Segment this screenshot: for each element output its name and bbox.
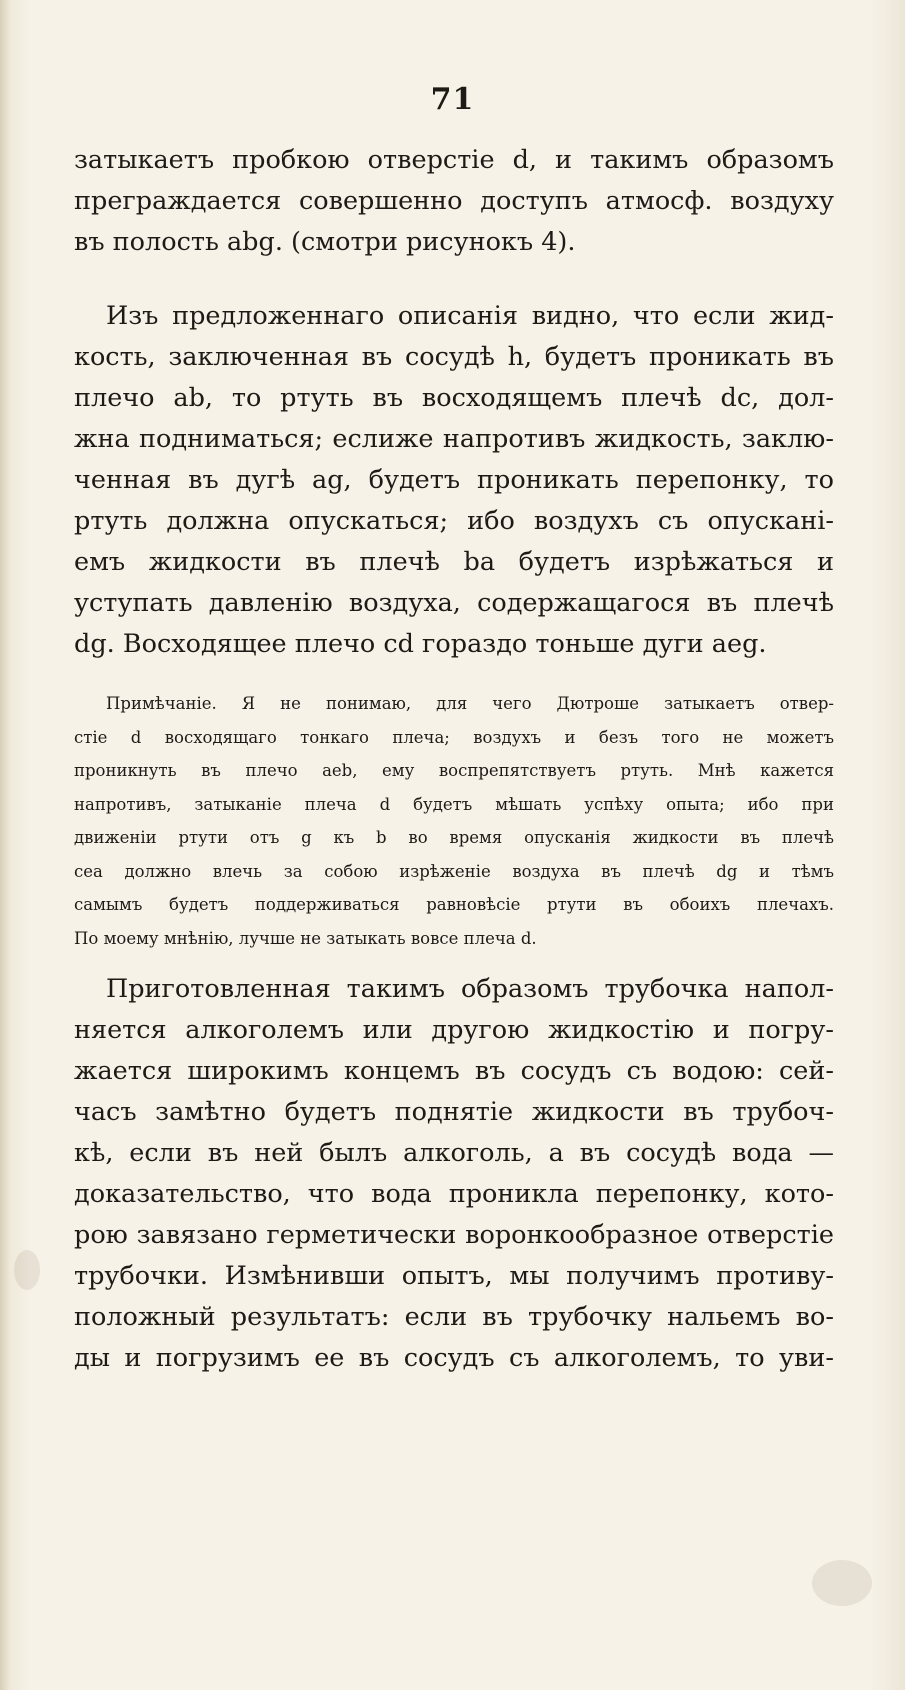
note-line: движеніи ртути отъ g къ b во время опусканія жидкости въ плечѣ (74, 828, 834, 847)
text-line: няется алкоголемъ или другою жидкостію и погру- (74, 1015, 834, 1045)
text-line: кѣ, если въ ней былъ алкоголь, а въ сосудѣ вода — (74, 1138, 834, 1168)
paragraph-1 (74, 140, 834, 263)
text-line: жна подниматься; еслиже напротивъ жидкость, заклю- (74, 424, 834, 454)
note-line: По моему мнѣнію, лучше не затыкать вовсе плеча d. (74, 928, 537, 948)
paragraph-2 (74, 296, 834, 665)
text-line: ченная въ дугѣ ag, будетъ проникать перепонку, то (74, 465, 834, 495)
text-line: емъ жидкости въ плечѣ ba будетъ изрѣжаться и (74, 547, 834, 577)
text-line: трубочки. Измѣнивши опытъ, мы получимъ противу- (74, 1261, 834, 1291)
text-line: положный результатъ: если въ трубочку нальемъ во- (74, 1302, 834, 1332)
text-line: преграждается совершенно доступъ атмосф. воздуху (74, 186, 834, 216)
page-number: 71 (430, 82, 475, 117)
footnote-remark (74, 687, 834, 955)
text-line: часъ замѣтно будетъ поднятіе жидкости въ трубоч- (74, 1097, 834, 1127)
text-line: жается широкимъ концемъ въ сосудъ съ водою: сей- (74, 1056, 834, 1086)
text-line: dg. Восходящее плечо cd гораздо тоньше дуги aeg. (74, 629, 767, 659)
paragraph-3 (74, 969, 834, 1379)
text-line: затыкаетъ пробкою отверстіе d, и такимъ образомъ (74, 145, 834, 175)
note-line: самымъ будетъ поддерживаться равновѣсіе ртути въ обоихъ плечахъ. (74, 895, 834, 914)
text-line: въ полость abg. (смотри рисунокъ 4). (74, 227, 576, 257)
text-line: рою завязано герметически воронкообразное отверстіе (74, 1220, 834, 1250)
text-line: доказательство, что вода проникла перепонку, кото- (74, 1179, 834, 1209)
paper-stain (14, 1250, 40, 1290)
text-line: Приготовленная такимъ образомъ трубочка напол- (106, 974, 834, 1004)
text-line: уступать давленію воздуха, содержащагося въ плечѣ (74, 588, 834, 618)
text-line: кость, заключенная въ сосудѣ h, будетъ проникать въ (74, 342, 834, 372)
note-line: стіе d восходящаго тонкаго плеча; воздухъ и безъ того не можетъ (74, 727, 834, 747)
text-line: ды и погрузимъ ее въ сосудъ съ алкоголемъ, то уви- (74, 1343, 834, 1373)
note-line: Примѣчаніе. Я не понимаю, для чего Дютроше затыкаетъ отвер- (106, 694, 834, 713)
text-line: плечо ab, то ртуть въ восходящемъ плечѣ dc, дол- (74, 383, 834, 413)
note-line: напротивъ, затыканіе плеча d будетъ мѣшать успѣху опыта; ибо при (74, 794, 834, 814)
paper-stain (812, 1560, 872, 1606)
note-line: cea должно влечь за собою изрѣженіе воздуха въ плечѣ dg и тѣмъ (74, 861, 834, 881)
text-line: Изъ предложеннаго описанія видно, что если жид- (106, 301, 834, 331)
text-line: ртуть должна опускаться; ибо воздухъ съ опусканi- (74, 506, 834, 536)
note-line: проникнуть въ плечо aeb, ему воспрепятствуетъ ртуть. Мнѣ кажется (74, 761, 834, 780)
